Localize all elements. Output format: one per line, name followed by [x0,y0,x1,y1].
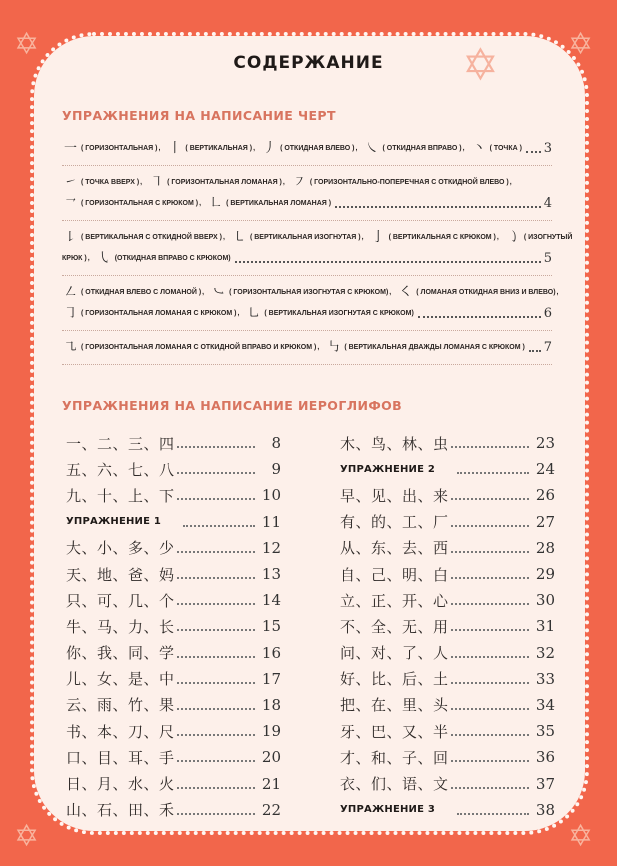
page-number: 14 [261,591,281,610]
toc-entry-hieroglyphs[interactable] [340,718,555,744]
stroke-glyph: ㇟ [247,306,261,321]
stroke-glyph: ㇏ [365,141,379,156]
hieroglyph-list: 早、见、出、来 [340,486,449,505]
hieroglyph-list: 日、月、水、火 [66,775,175,794]
separator: , [140,179,143,186]
dot-leader [177,498,255,500]
dot-leader [177,551,255,553]
page-number: 15 [261,617,281,636]
stroke-glyph: 丨 [168,141,182,156]
stroke-label: ( ВЕРТИКАЛЬНАЯ ДВАЖДЫ ЛОМАНАЯ С КРЮКОМ ) [344,344,525,351]
page-number: 12 [261,538,281,557]
stroke-glyph: ㇂ [97,251,111,266]
hieroglyph-list: 立、正、开、心 [340,591,449,610]
page-number: 21 [261,774,281,793]
dot-leader [177,656,255,658]
toc-entry-hieroglyphs[interactable] [340,430,555,456]
toc-entry-hieroglyphs[interactable] [66,640,281,666]
page-number: 5 [543,251,552,266]
page-number: 4 [543,196,552,211]
page-number: 31 [535,617,555,636]
toc-entry-hieroglyphs[interactable] [340,640,555,666]
stroke-glyph: ㇖ [64,196,78,211]
toc-entry-hieroglyphs[interactable] [66,587,281,613]
dot-leader [183,525,255,527]
page-number: 29 [535,565,555,584]
dot-leader [457,813,529,815]
dot-leader [177,629,255,631]
separator: , [158,145,161,152]
dot-leader [177,708,255,710]
toc-entry-strokes[interactable] [62,221,573,276]
separator: , [355,145,358,152]
toc-entry-strokes[interactable] [62,166,552,221]
stroke-glyph: ㇁ [506,230,520,245]
separator: , [222,234,225,241]
toc-entry-hieroglyphs[interactable] [66,692,281,718]
separator: , [317,344,320,351]
dot-leader [529,350,541,352]
dot-leader [235,261,541,263]
dot-leader [451,734,529,736]
dot-leader [451,577,529,579]
stroke-line [62,172,552,193]
dot-leader [177,813,255,815]
star-icon: ✡ [14,27,40,62]
dot-leader [451,787,529,789]
page-number: 18 [261,695,281,714]
hieroglyph-list: 牙、巴、又、半 [340,722,449,741]
dot-leader [335,206,541,208]
dot-leader [177,734,255,736]
dot-leader [177,472,255,474]
toc-entry-hieroglyphs[interactable] [66,718,281,744]
toc-entry-hieroglyphs[interactable] [340,666,555,692]
separator: , [199,200,202,207]
stroke-line [62,282,559,303]
stroke-label: ( ОТКИДНАЯ ВЛЕВО ) [280,145,355,152]
hieroglyph-list: 才、和、子、回 [340,748,449,767]
star-icon: ✡ [568,27,594,62]
dot-leader [177,682,255,684]
toc-entry-hieroglyphs[interactable] [66,535,281,561]
stroke-glyph: ㇜ [64,285,78,300]
page-number: 30 [535,591,555,610]
separator: , [462,145,465,152]
star-icon: ✡ [568,819,594,854]
separator: , [389,289,392,296]
toc-entry-hieroglyphs[interactable] [340,587,555,613]
toc-entry-hieroglyphs[interactable] [340,509,555,535]
toc-entry-exercise[interactable] [340,456,555,482]
stroke-label: (ОТКИДНАЯ ВПРАВО С КРЮКОМ) [114,255,231,262]
stroke-glyph: 丿 [263,141,277,156]
dot-leader [451,682,529,684]
stroke-glyph: ㇉ [327,340,341,355]
page-number: 34 [535,695,555,714]
page-number: 23 [535,434,555,453]
page-number: 20 [261,748,281,767]
hieroglyph-list: 不、全、无、用 [340,617,449,636]
hieroglyph-list: 你、我、同、学 [66,644,175,663]
page-number: 10 [261,486,281,505]
toc-entry-hieroglyphs[interactable] [340,744,555,770]
separator: , [202,289,205,296]
separator: , [87,255,90,262]
page-number: 13 [261,565,281,584]
stroke-label: ( ГОРИЗОНТАЛЬНАЯ ЛОМАНАЯ С КРЮКОМ ) [81,310,237,317]
toc-entry-hieroglyphs[interactable] [340,692,555,718]
hieroglyph-list: 把、在、里、头 [340,696,449,715]
hieroglyph-list: 口、目、耳、手 [66,748,175,767]
page-number: 24 [535,460,555,479]
dot-leader [177,787,255,789]
separator: , [361,234,364,241]
stroke-label: ( ГОРИЗОНТАЛЬНАЯ С КРЮКОМ ) [81,200,199,207]
toc-right-column [340,430,555,823]
stroke-glyph: 一 [64,141,78,156]
stroke-glyph: ㇄ [232,230,246,245]
stroke-label: ( ВЕРТИКАЛЬНАЯ С КРЮКОМ ) [388,234,496,241]
separator: , [496,234,499,241]
stroke-label: ( ГОРИЗОНТАЛЬНО-ПОПЕРЕЧНАЯ С ОТКИДНОЙ ВЛЕВО ) [309,179,509,186]
stroke-label: ( ЛОМАНАЯ ОТКИДНАЯ ВНИЗ И ВЛЕВО) [416,289,556,296]
stroke-glyph: 亅 [371,230,385,245]
toc-entry-hieroglyphs[interactable] [66,770,281,796]
toc-entry-hieroglyphs[interactable] [340,482,555,508]
hieroglyph-list: 儿、女、是、中 [66,670,175,689]
separator: , [237,310,240,317]
dot-leader [451,629,529,631]
dot-leader [177,603,255,605]
section-heading-strokes: УПРАЖНЕНИЯ НА НАПИСАНИЕ ЧЕРТ [62,108,336,123]
hieroglyph-list: 牛、马、力、长 [66,617,175,636]
stroke-label: ( ВЕРТИКАЛЬНАЯ ) [185,145,253,152]
toc-entry-hieroglyphs[interactable] [66,482,281,508]
separator: , [282,179,285,186]
exercise-label: УПРАЖНЕНИЕ 3 [340,804,435,816]
page-number: 7 [543,340,552,355]
dot-leader [177,446,255,448]
toc-left-column [66,430,281,823]
dot-leader [418,316,541,318]
page-number: 28 [535,538,555,557]
toc-entry-exercise[interactable] [66,509,281,535]
toc-entry-hieroglyphs[interactable] [66,430,281,456]
hieroglyph-list: 大、小、多、少 [66,539,175,558]
page-number: 19 [261,722,281,741]
toc-entry-hieroglyphs[interactable] [66,613,281,639]
stroke-label: ( ВЕРТИКАЛЬНАЯ С ОТКИДНОЙ ВВЕРХ ) [81,234,222,241]
hieroglyph-list: 好、比、后、土 [340,670,449,689]
toc-entry-strokes[interactable] [62,331,552,365]
stroke-label: ( ГОРИЗОНТАЛЬНАЯ ЛОМАНАЯ С ОТКИДНОЙ ВПРАВО И КРЮКОМ ) [81,344,317,351]
toc-entry-hieroglyphs[interactable] [340,770,555,796]
stroke-label: ( ВЕРТИКАЛЬНАЯ ИЗОГНУТАЯ С КРЮКОМ) [264,310,414,317]
page-number: 11 [261,512,281,531]
hieroglyph-list: 自、己、明、白 [340,565,449,584]
stroke-label: ( ГОРИЗОНТАЛЬНАЯ ) [81,145,158,152]
hieroglyph-list: 从、东、去、西 [340,539,449,558]
hieroglyph-list: 只、可、几、个 [66,591,175,610]
dot-leader [526,151,541,153]
page-number: 3 [543,141,552,156]
toc-entry-hieroglyphs[interactable] [66,456,281,482]
page-number: 32 [535,643,555,662]
page-number: 22 [261,800,281,819]
page-title: СОДЕРЖАНИЕ [233,53,384,73]
stroke-glyph: ㇙ [64,230,78,245]
stroke-glyph: ㇈ [64,340,78,355]
toc-entry-hieroglyphs[interactable] [340,561,555,587]
stroke-label: ( ГОРИЗОНТАЛЬНАЯ ЛОМАНАЯ ) [167,179,282,186]
stroke-label: ( ИЗОГНУТЫЙ [523,234,573,241]
stroke-glyph: ㇕ [150,175,164,190]
hieroglyph-list: 衣、们、语、文 [340,775,449,794]
dot-leader [451,708,529,710]
stroke-line [62,138,552,159]
hieroglyph-list: 书、本、刀、尺 [66,722,175,741]
toc-entry-exercise[interactable] [340,797,555,823]
dot-leader [451,551,529,553]
page-number: 33 [535,669,555,688]
separator: , [556,289,559,296]
stroke-glyph: ㇆ [64,306,78,321]
hieroglyph-list: 五、六、七、八 [66,460,175,479]
stroke-line [62,248,552,269]
stroke-glyph: ㇀ [64,175,78,190]
stroke-label: ( ТОЧКА ) [489,145,522,152]
hieroglyph-list: 九、十、上、下 [66,486,175,505]
toc-entry-hieroglyphs[interactable] [66,561,281,587]
dot-leader [457,472,529,474]
page-number: 16 [261,643,281,662]
stroke-line [62,227,573,248]
toc-entry-hieroglyphs[interactable] [340,535,555,561]
hieroglyph-list: 天、地、爸、妈 [66,565,175,584]
exercise-label: УПРАЖНЕНИЕ 1 [66,516,161,528]
hieroglyph-list: 有、的、工、厂 [340,513,449,532]
page-number: 6 [543,306,552,321]
star-icon: ✡ [14,819,40,854]
toc-entry-hieroglyphs[interactable] [340,613,555,639]
page-number: 8 [271,434,281,453]
exercise-label: УПРАЖНЕНИЕ 2 [340,463,435,475]
dot-leader [451,760,529,762]
page-number: 37 [535,774,555,793]
toc-entry-hieroglyphs[interactable] [66,797,281,823]
toc-entry-strokes[interactable] [62,276,559,331]
page-number: 17 [261,669,281,688]
stroke-glyph: ㇃ [212,285,226,300]
section-heading-hieroglyphs: УПРАЖНЕНИЯ НА НАПИСАНИЕ ИЕРОГЛИФОВ [62,398,403,413]
page-number: 27 [535,512,555,531]
strokes-toc [62,132,573,365]
dot-leader [177,760,255,762]
stroke-label: ( ВЕРТИКАЛЬНАЯ ИЗОГНУТАЯ ) [249,234,361,241]
page-number: 9 [271,460,281,479]
stroke-label: ( ТОЧКА ВВЕРХ ) [81,179,140,186]
dot-leader [451,656,529,658]
hieroglyph-list: 问、对、了、人 [340,644,449,663]
page-number: 38 [535,800,555,819]
hieroglyph-list: 木、鸟、林、虫 [340,434,449,453]
stroke-glyph: 丶 [472,141,486,156]
stroke-label: ( ОТКИДНАЯ ВПРАВО ) [382,145,462,152]
separator: , [509,179,512,186]
toc-entry-hieroglyphs[interactable] [66,666,281,692]
stroke-line [62,303,552,324]
dot-leader [451,498,529,500]
stroke-label: ( ГОРИЗОНТАЛЬНАЯ ИЗОГНУТАЯ С КРЮКОМ) [229,289,389,296]
stroke-label: ( ОТКИДНАЯ ВЛЕВО С ЛОМАНОЙ ) [81,289,202,296]
hieroglyph-list: 云、雨、竹、果 [66,696,175,715]
stroke-line [62,193,552,214]
dot-leader [451,603,529,605]
page-number: 36 [535,748,555,767]
stroke-glyph: ㇛ [399,285,413,300]
hieroglyph-list: 一、二、三、四 [66,434,175,453]
hieroglyph-list: 山、石、田、禾 [66,801,175,820]
page-number: 35 [535,722,555,741]
star-icon: ✡ [462,40,499,91]
dot-leader [451,525,529,527]
separator: , [253,145,256,152]
dot-leader [177,577,255,579]
page-number: 26 [535,486,555,505]
toc-entry-strokes[interactable] [62,132,552,166]
stroke-glyph: ㇗ [209,196,223,211]
toc-entry-hieroglyphs[interactable] [66,744,281,770]
stroke-glyph: ㇇ [292,175,306,190]
dot-leader [451,446,529,448]
stroke-label: КРЮК ) [62,255,87,262]
stroke-label: ( ВЕРТИКАЛЬНАЯ ЛОМАНАЯ ) [226,200,332,207]
stroke-line [62,337,552,358]
